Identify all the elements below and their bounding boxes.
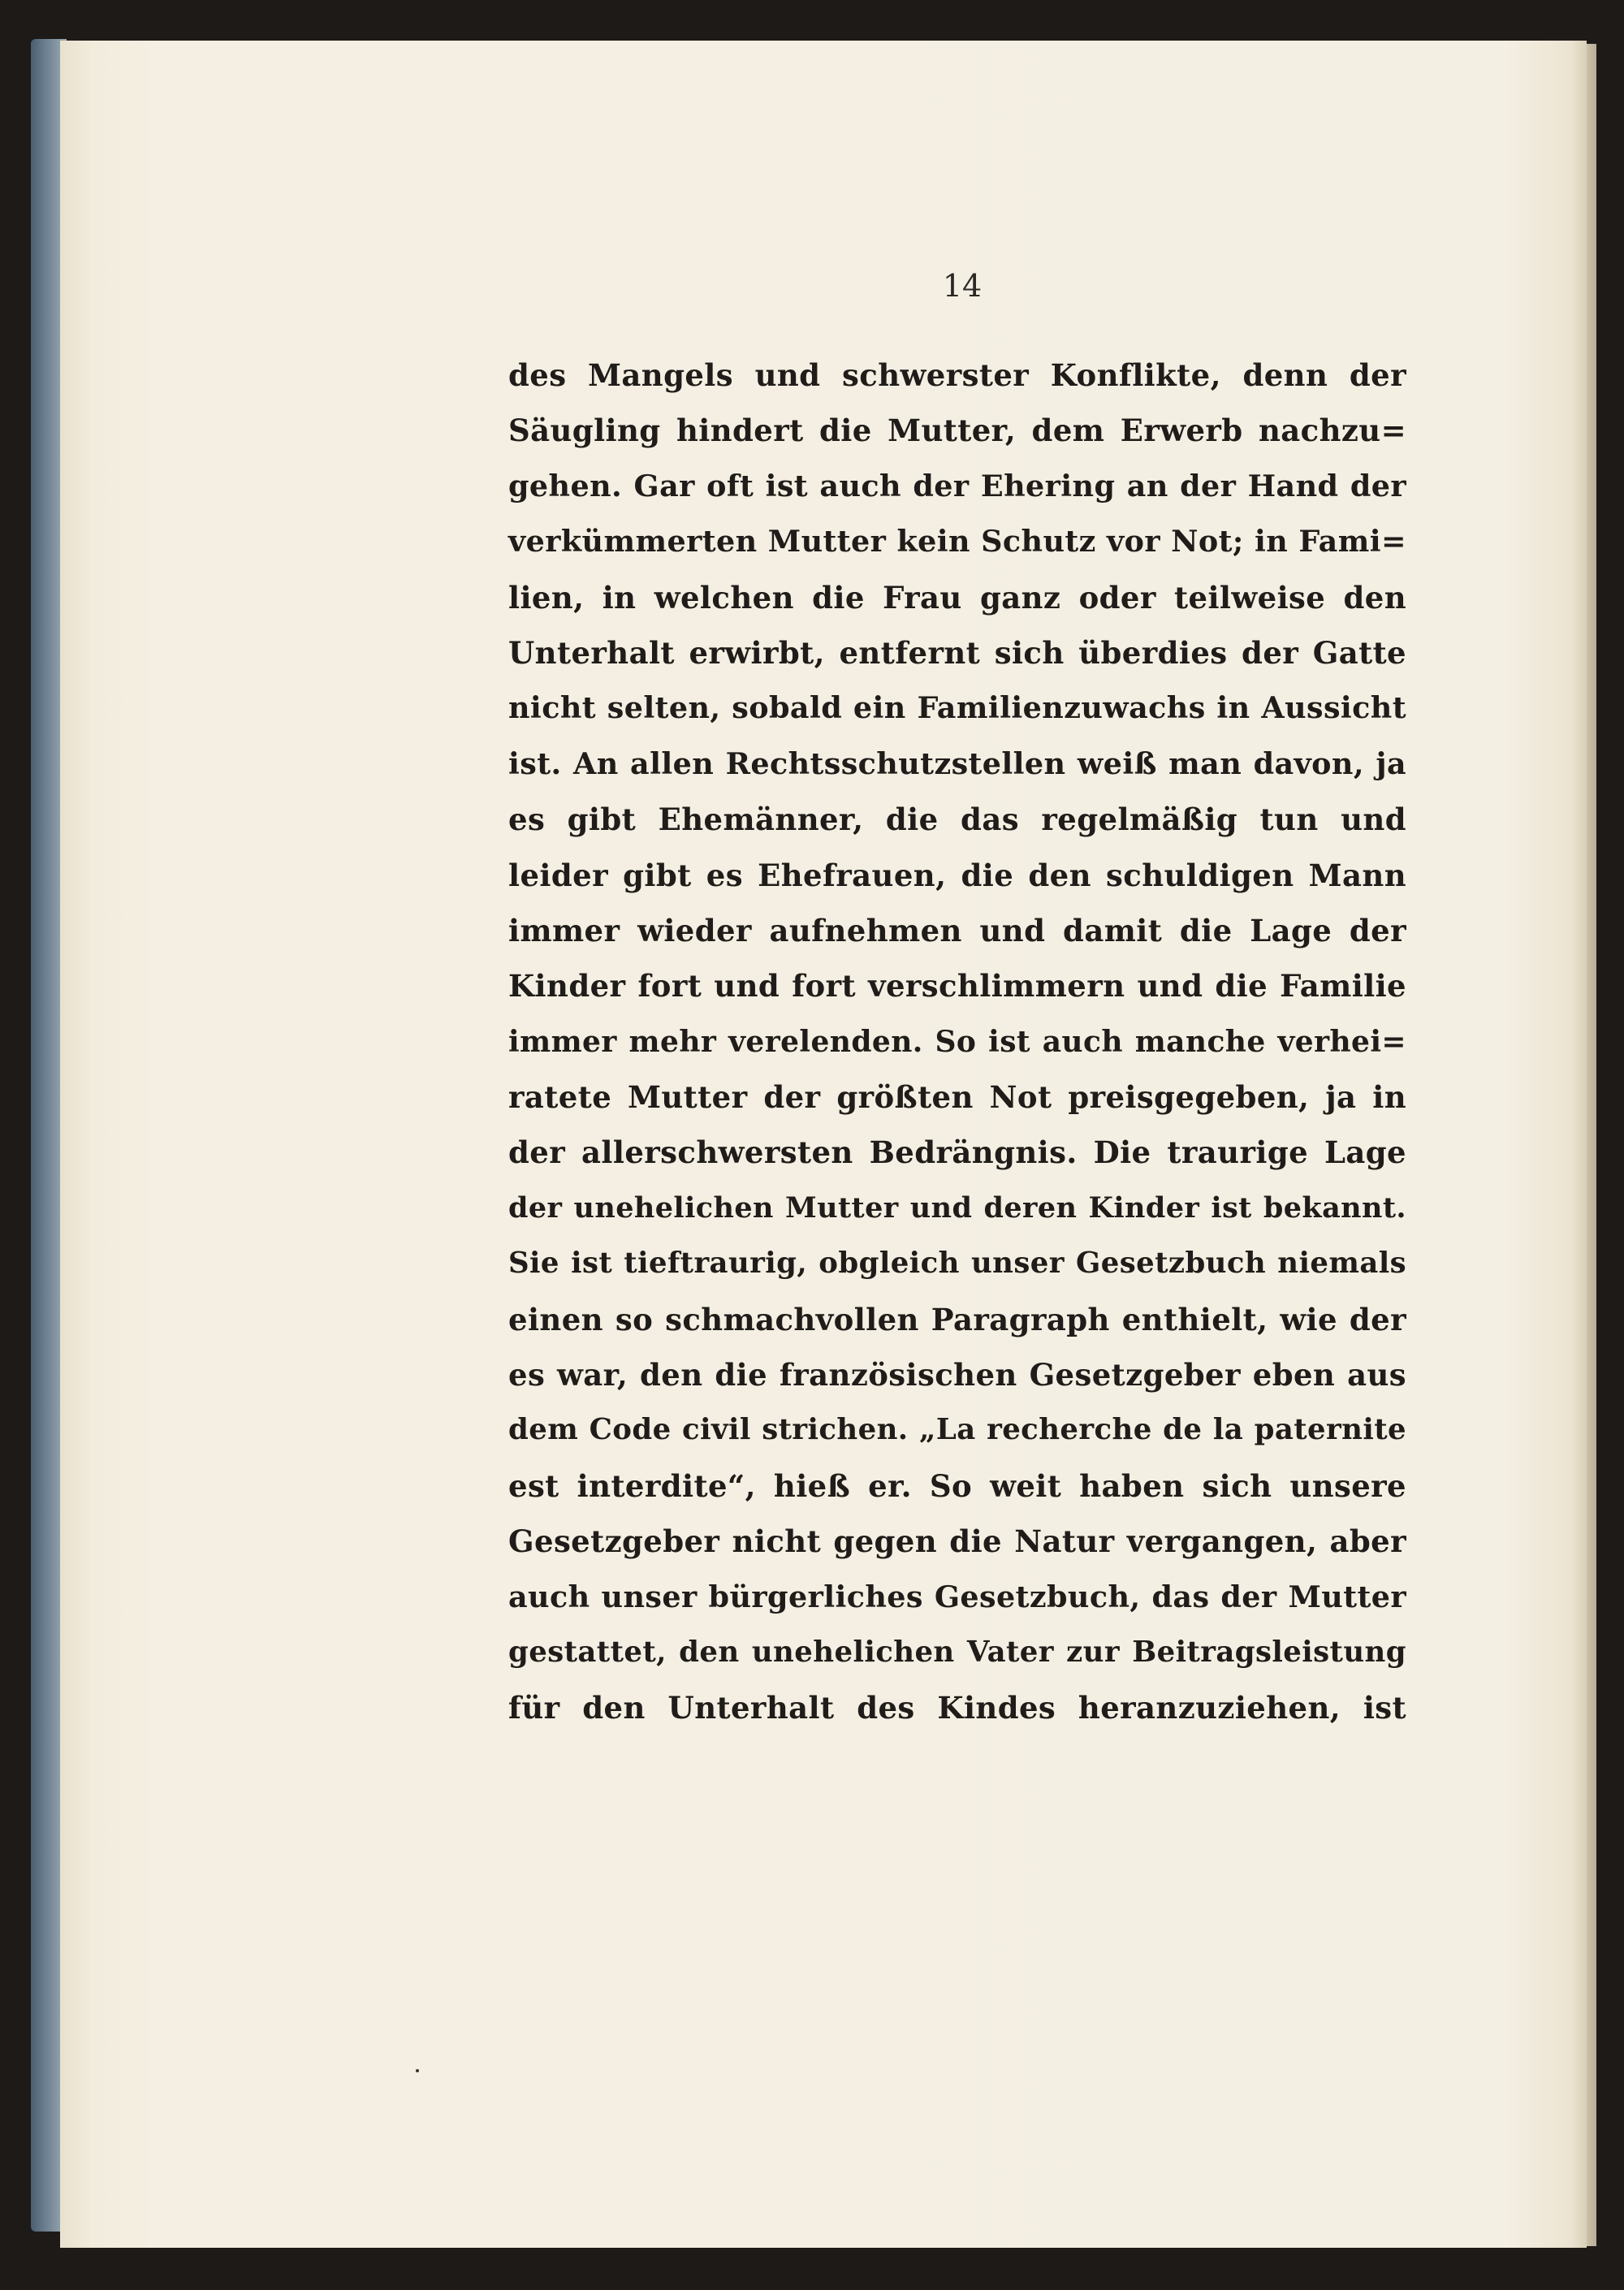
text-line: gehen. Gar oft ist auch der Ehering an der Hand der xyxy=(508,468,1406,503)
page-number: 14 xyxy=(942,268,983,304)
text-line: der allerschwersten Bedrängnis. Die traurige Lage xyxy=(508,1134,1406,1171)
text-line: ist. An allen Rechtsschutzstellen weiß man davon, ja xyxy=(508,745,1406,781)
text-line: es gibt Ehemänner, die das regelmäßig tun und xyxy=(508,802,1406,838)
text-line: Sie ist tieftraurig, obgleich unser Gesetzbuch niemals xyxy=(508,1247,1406,1281)
text-line: dem Code civil strichen. „La recherche de la paternite xyxy=(508,1413,1406,1447)
text-line: ratete Mutter der größten Not preisgegeben, ja in xyxy=(508,1079,1406,1116)
page-edge xyxy=(1585,44,1596,2246)
text-line: Gesetzgeber nicht gegen die Natur vergangen, aber xyxy=(508,1523,1406,1560)
text-line: der unehelichen Mutter und deren Kinder ist bekannt. xyxy=(508,1190,1406,1225)
text-line: Säugling hindert die Mutter, dem Erwerb nachzu= xyxy=(508,413,1406,449)
text-line: lien, in welchen die Frau ganz oder teilweise den xyxy=(508,579,1406,616)
text-line: immer mehr verelenden. So ist auch manche verhei= xyxy=(508,1024,1406,1059)
text-line: leider gibt es Ehefrauen, die den schuldigen Mann xyxy=(508,857,1406,893)
text-line: gestattet, den unehelichen Vater zur Beitragsleistung xyxy=(508,1635,1406,1669)
body-text xyxy=(508,348,1406,1736)
text-line: es war, den die französischen Gesetzgeber eben aus xyxy=(508,1357,1406,1393)
paper-speck xyxy=(416,2069,419,2072)
text-line: Unterhalt erwirbt, entfernt sich überdies der Gatte xyxy=(508,634,1406,671)
text-line: auch unser bürgerliches Gesetzbuch, das der Mutter xyxy=(508,1579,1406,1614)
text-line: für den Unterhalt des Kindes heranzuziehen, ist xyxy=(508,1690,1406,1726)
text-line: des Mangels und schwerster Konflikte, denn der xyxy=(508,357,1406,393)
text-line: verkümmerten Mutter kein Schutz vor Not; in Fami= xyxy=(508,524,1406,560)
text-line: immer wieder aufnehmen und damit die Lage der xyxy=(508,912,1406,948)
text-line: est interdite“, hieß er. So weit haben sich unsere xyxy=(508,1467,1406,1504)
text-line: Kinder fort und fort verschlimmern und die Familie xyxy=(508,968,1406,1005)
text-line: nicht selten, sobald ein Familienzuwachs in Aussicht xyxy=(508,690,1406,726)
text-line: einen so schmachvollen Paragraph enthielt, wie der xyxy=(508,1301,1406,1337)
